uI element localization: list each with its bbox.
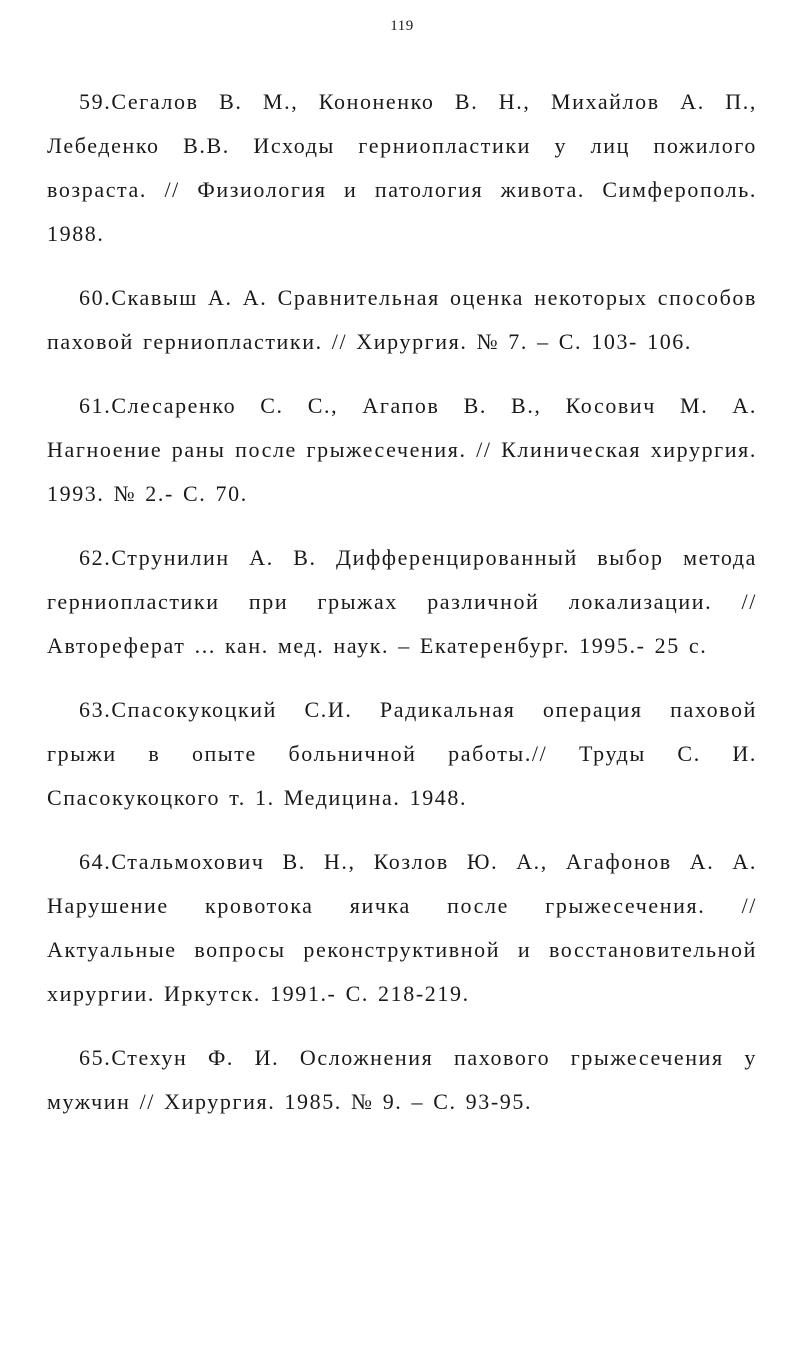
reference-text: Спасокукоцкий С.И. Радикальная операция паховой грыжи в опыте больничной работы.// Труды С. И. Спасокукоцкого т. 1. Медицина. 1948. [47,697,757,810]
reference-text: Струнилин А. В. Дифференцированный выбор метода герниопластики при грыжах различной локализации. // Автореферат ... кан. мед. наук. – Екатеренбург. 1995.- 25 с. [47,545,757,658]
reference-text: Стальмохович В. Н., Козлов Ю. А., Агафонов А. А. Нарушение кровотока яичка после грыжесечения. // Актуальные вопросы реконструктивной и восстановительной хирургии. Иркутск. 1991.- С. 218-219. [47,849,757,1006]
reference-text: Стехун Ф. И. Осложнения пахового грыжесечения у мужчин // Хирургия. 1985. № 9. – С. 93-95. [47,1045,757,1114]
reference-item-60 [47,276,757,364]
reference-number: 61. [79,393,112,418]
reference-item-65 [47,1036,757,1124]
reference-number: 65. [79,1045,112,1070]
reference-text: Слесаренко С. С., Агапов В. В., Косович М. А. Нагноение раны после грыжесечения. // Клиническая хирургия. 1993. № 2.- С. 70. [47,393,757,506]
reference-number: 63. [79,697,112,722]
reference-item-64 [47,840,757,1016]
reference-number: 64. [79,849,112,874]
reference-item-63 [47,688,757,820]
reference-item-62 [47,536,757,668]
reference-text: Сегалов В. М., Кононенко В. Н., Михайлов А. П., Лебеденко В.В. Исходы герниопластики у лиц пожилого возраста. // Физиология и патология живота. Симферополь. 1988. [47,89,757,246]
reference-text: Скавыш А. А. Сравнительная оценка некоторых способов паховой герниопластики. // Хирургия. № 7. – С. 103- 106. [47,285,757,354]
reference-number: 59. [79,89,112,114]
page-number: 119 [390,18,414,34]
reference-item-59 [47,80,757,256]
reference-item-61 [47,384,757,516]
reference-number: 60. [79,285,112,310]
reference-list [47,80,757,1144]
reference-number: 62. [79,545,112,570]
